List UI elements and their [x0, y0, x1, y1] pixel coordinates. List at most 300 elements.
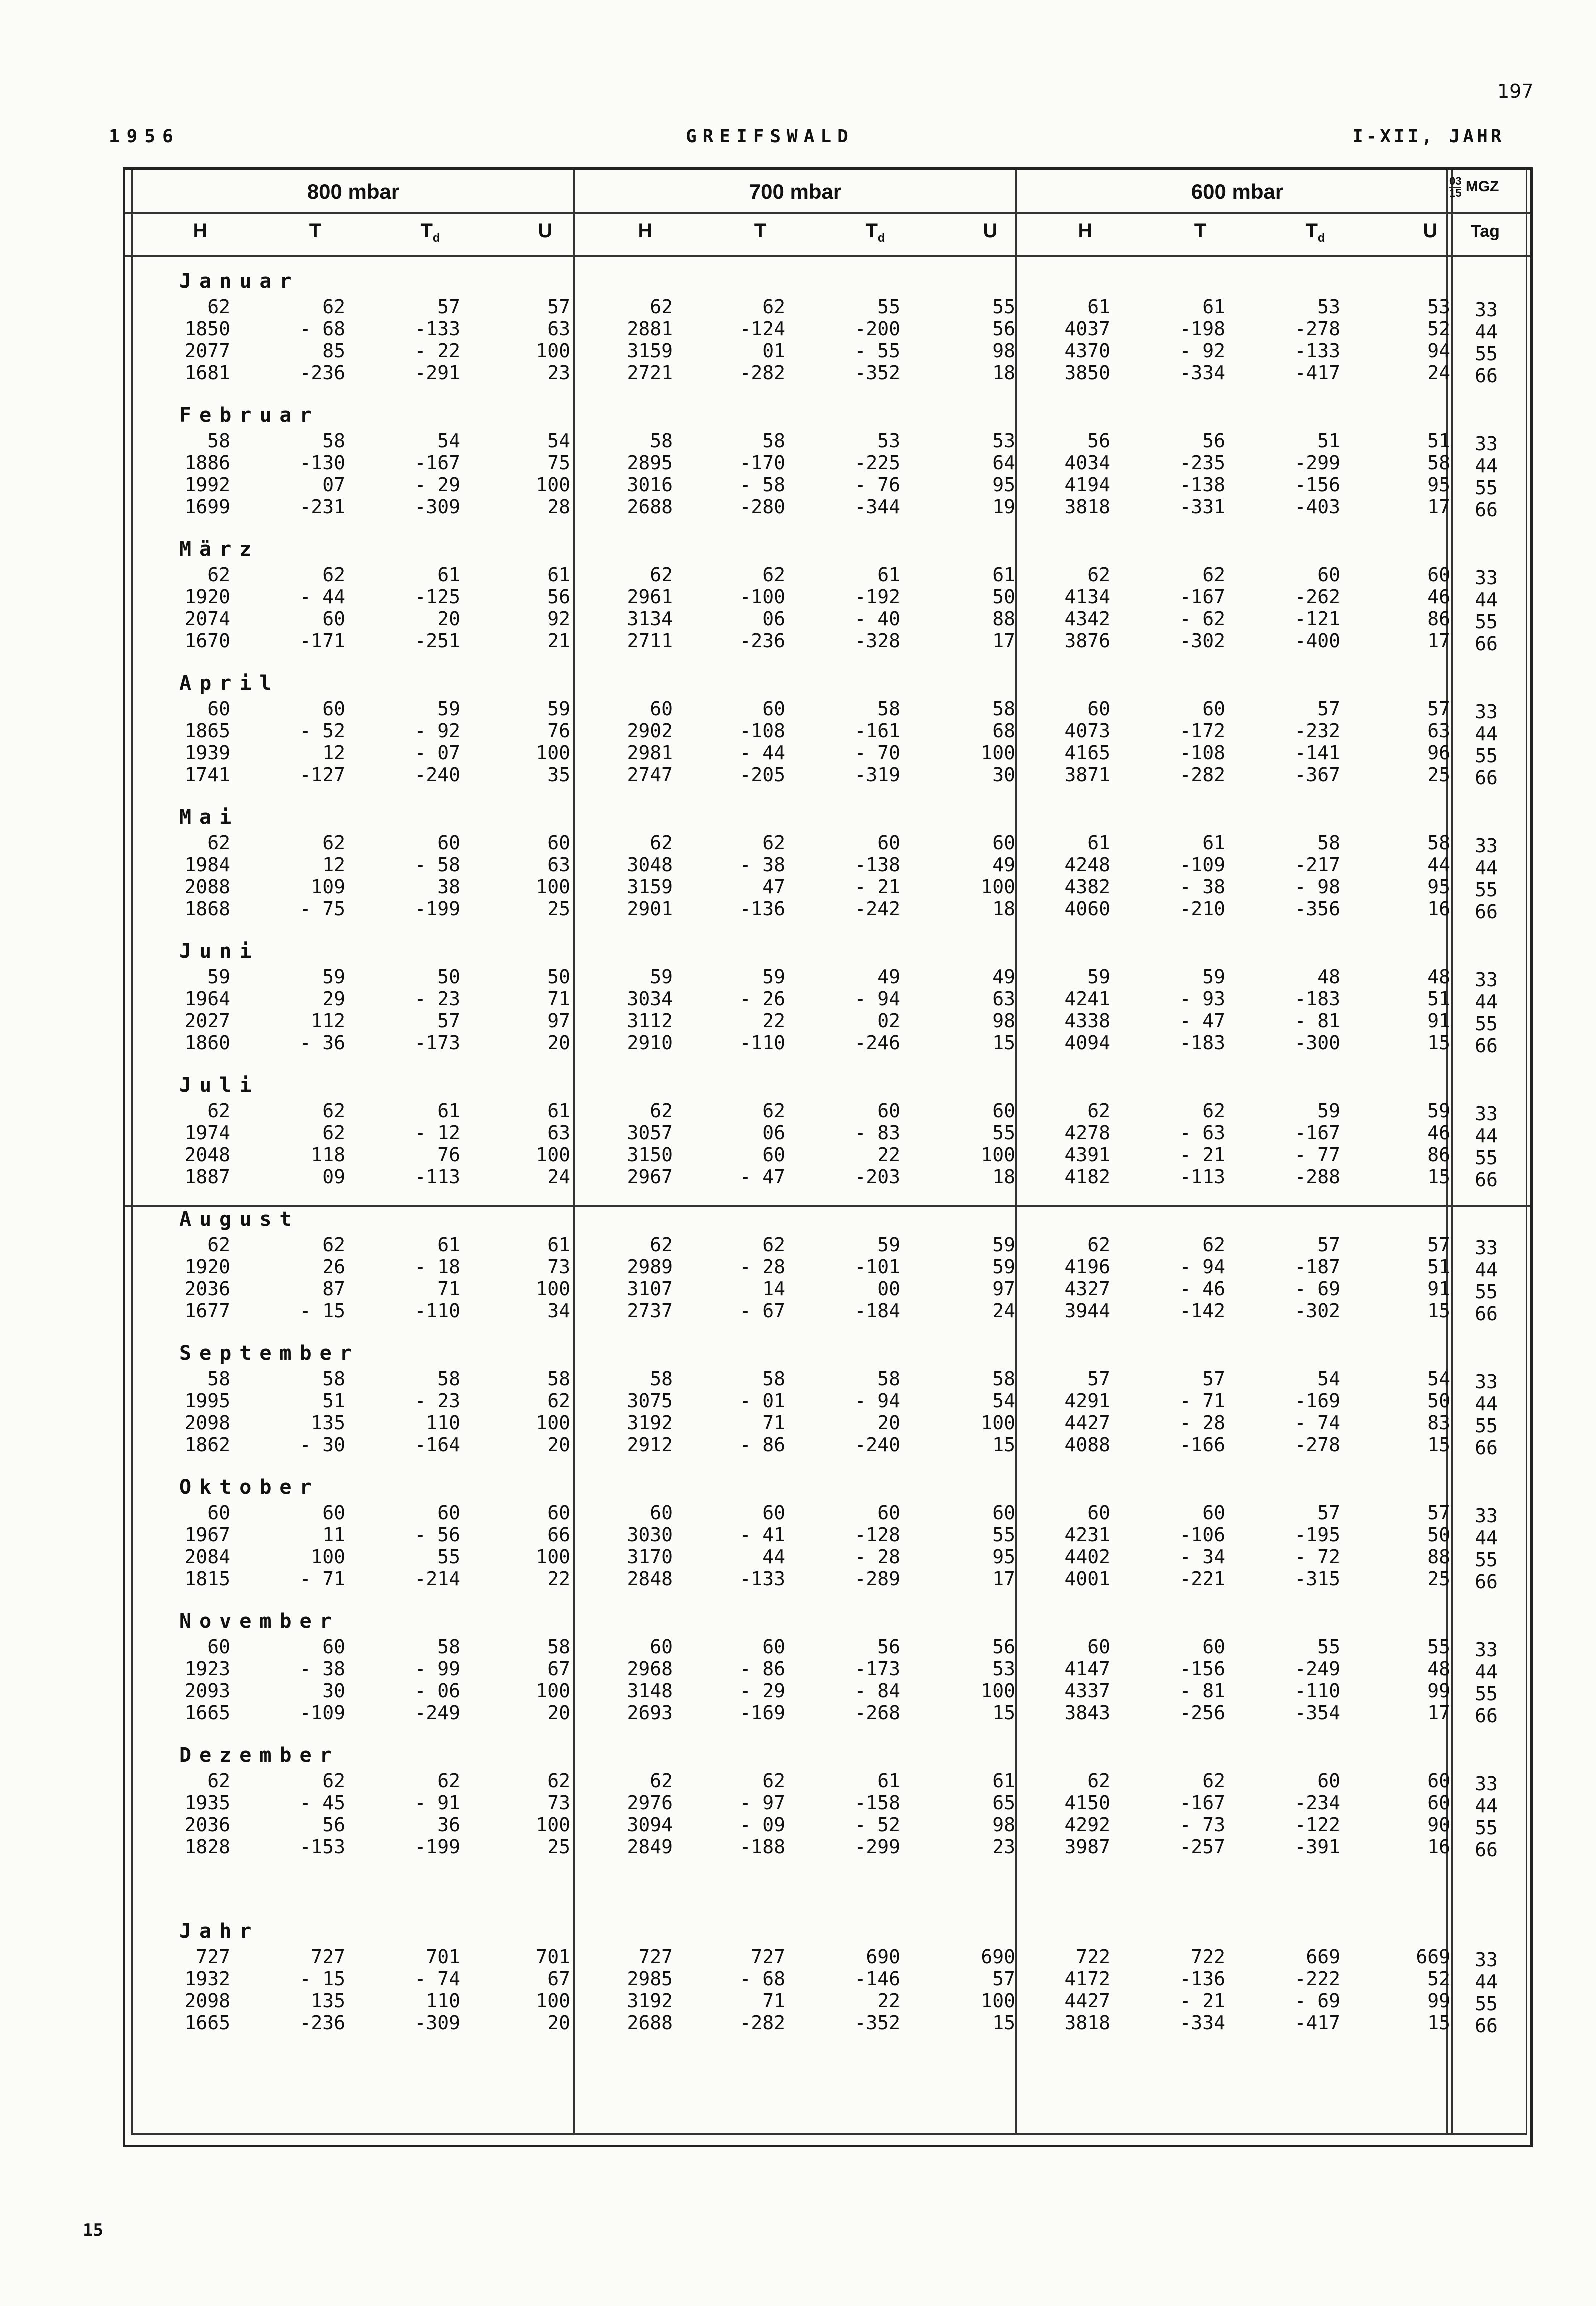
value-cell: 2981	[627, 742, 673, 764]
value-cell: 135	[311, 1990, 346, 2012]
value-cell: 60	[1318, 1770, 1340, 1792]
value-cell: 98	[992, 1010, 1016, 1032]
value-cell: -354	[1294, 1702, 1340, 1724]
value-cell: 54	[438, 430, 460, 452]
col-head-label: U	[983, 220, 998, 242]
value-cell: 60	[1088, 698, 1110, 720]
value-cell: 1939	[184, 742, 230, 764]
value-cell: 25	[548, 898, 570, 920]
tag-cell: 44	[1475, 1527, 1498, 1549]
value-cell: -138	[854, 854, 900, 876]
table-row	[126, 430, 1530, 455]
value-cell: 100	[536, 1990, 570, 2012]
value-cell: 09	[322, 1166, 346, 1188]
value-cell: 26	[322, 1256, 346, 1278]
value-cell: - 26	[740, 988, 786, 1010]
value-cell: 2098	[184, 1412, 230, 1434]
value-cell: - 38	[740, 854, 786, 876]
value-cell: - 94	[854, 988, 900, 1010]
tag-cell: 33	[1475, 969, 1498, 991]
value-cell: - 81	[1294, 1010, 1340, 1032]
value-cell: 15	[1428, 1434, 1450, 1456]
value-cell: 30	[992, 764, 1016, 786]
value-cell: 100	[981, 1412, 1016, 1434]
value-cell: 99	[1428, 1680, 1450, 1702]
value-cell: 55	[992, 1524, 1016, 1546]
value-cell: 24	[1428, 362, 1450, 384]
month-name: Februar	[180, 404, 320, 427]
value-cell: 4165	[1064, 742, 1110, 764]
value-cell: 30	[322, 1680, 346, 1702]
value-cell: 56	[548, 586, 570, 608]
value-cell: -167	[414, 452, 460, 474]
value-cell: -221	[1180, 1568, 1226, 1590]
value-cell: 46	[1428, 586, 1450, 608]
tag-cell: 55	[1475, 1415, 1498, 1437]
tag-cell: 55	[1475, 1993, 1498, 2015]
value-cell: 4427	[1064, 1990, 1110, 2012]
value-cell: 25	[1428, 764, 1450, 786]
value-cell: 2074	[184, 608, 230, 630]
value-cell: -167	[1294, 1122, 1340, 1144]
value-cell: 94	[1428, 340, 1450, 362]
value-cell: 100	[536, 1680, 570, 1702]
value-cell: - 23	[414, 1390, 460, 1412]
value-cell: 100	[536, 474, 570, 496]
value-cell: 3159	[627, 340, 673, 362]
tag-cell: 44	[1475, 321, 1498, 343]
col-head-subscript: d	[432, 231, 440, 245]
value-cell: -173	[854, 1658, 900, 1680]
tag-cell: 66	[1475, 901, 1498, 923]
value-cell: -136	[740, 898, 786, 920]
value-cell: 46	[1428, 1122, 1450, 1144]
tag-column-head: Tag	[1471, 222, 1500, 241]
value-cell: -133	[740, 1568, 786, 1590]
value-cell: 16	[1428, 1836, 1450, 1858]
month-name: Juli	[180, 1074, 260, 1097]
col-head-label: H	[1078, 220, 1093, 242]
value-cell: 1862	[184, 1434, 230, 1456]
value-cell: 62	[322, 564, 346, 586]
value-cell: 1974	[184, 1122, 230, 1144]
table-row	[126, 296, 1530, 321]
tag-cell: 33	[1475, 701, 1498, 723]
value-cell: 61	[878, 1770, 900, 1792]
tag-cell: 44	[1475, 455, 1498, 477]
value-cell: 1887	[184, 1166, 230, 1188]
value-cell: 98	[992, 340, 1016, 362]
value-cell: 4427	[1064, 1412, 1110, 1434]
value-cell: 4291	[1064, 1390, 1110, 1412]
value-cell: 62	[1202, 564, 1226, 586]
tag-cell: 33	[1475, 1237, 1498, 1259]
value-cell: -280	[740, 496, 786, 518]
value-cell: 62	[762, 564, 786, 586]
value-cell: 62	[1088, 1770, 1110, 1792]
value-cell: - 12	[414, 1122, 460, 1144]
value-cell: 63	[1428, 720, 1450, 742]
value-cell: -282	[740, 362, 786, 384]
value-cell: 2084	[184, 1546, 230, 1568]
value-cell: 59	[650, 966, 673, 988]
level-header-rule	[126, 212, 1530, 214]
value-cell: -302	[1180, 630, 1226, 652]
value-cell: 75	[548, 452, 570, 474]
value-cell: 60	[208, 1636, 230, 1658]
value-cell: 62	[208, 1234, 230, 1256]
table-row	[126, 474, 1530, 499]
value-cell: 669	[1416, 1946, 1450, 1968]
table-row	[126, 1032, 1530, 1057]
value-cell: - 67	[740, 1300, 786, 1322]
value-cell: 58	[992, 1368, 1016, 1390]
value-cell: -234	[1294, 1792, 1340, 1814]
table-row	[126, 1792, 1530, 1817]
tag-cell: 66	[1475, 1437, 1498, 1459]
value-cell: 2027	[184, 1010, 230, 1032]
value-cell: 61	[438, 1100, 460, 1122]
value-cell: 3876	[1064, 630, 1110, 652]
value-cell: 50	[548, 966, 570, 988]
value-cell: 53	[992, 1658, 1016, 1680]
value-cell: 110	[426, 1990, 460, 2012]
value-cell: -200	[854, 318, 900, 340]
value-cell: -122	[1294, 1814, 1340, 1836]
table-row	[126, 452, 1530, 477]
value-cell: -236	[300, 362, 346, 384]
value-cell: 60	[322, 1636, 346, 1658]
table-row	[126, 698, 1530, 723]
value-cell: -192	[854, 586, 900, 608]
table-row	[126, 1278, 1530, 1303]
value-cell: -109	[1180, 854, 1226, 876]
value-cell: - 29	[740, 1680, 786, 1702]
tag-cell: 33	[1475, 1949, 1498, 1971]
table-row	[126, 1946, 1530, 1971]
value-cell: - 94	[1180, 1256, 1226, 1278]
value-cell: 35	[548, 764, 570, 786]
value-cell: 4001	[1064, 1568, 1110, 1590]
value-cell: - 06	[414, 1680, 460, 1702]
value-cell: -356	[1294, 898, 1340, 920]
value-cell: 3192	[627, 1412, 673, 1434]
value-cell: -167	[1180, 586, 1226, 608]
value-cell: - 56	[414, 1524, 460, 1546]
tag-cell: 66	[1475, 365, 1498, 387]
value-cell: 60	[548, 832, 570, 854]
tag-cell: 66	[1475, 767, 1498, 789]
table-row	[126, 318, 1530, 343]
footer-mark: 15	[83, 2220, 104, 2240]
value-cell: 71	[762, 1990, 786, 2012]
value-cell: 100	[536, 1412, 570, 1434]
col-head-label: H	[193, 220, 208, 242]
value-cell: 62	[322, 1770, 346, 1792]
value-cell: - 72	[1294, 1546, 1340, 1568]
value-cell: 48	[1428, 1658, 1450, 1680]
tag-cell: 66	[1475, 2015, 1498, 2037]
value-cell: 3150	[627, 1144, 673, 1166]
value-cell: 1850	[184, 318, 230, 340]
value-cell: 60	[878, 832, 900, 854]
value-cell: 59	[438, 698, 460, 720]
value-cell: -299	[854, 1836, 900, 1858]
value-cell: 60	[762, 1636, 786, 1658]
value-cell: 62	[762, 296, 786, 318]
value-cell: 58	[322, 1368, 346, 1390]
value-cell: -246	[854, 1032, 900, 1054]
table-row	[126, 1434, 1530, 1459]
value-cell: 15	[1428, 2012, 1450, 2034]
value-cell: 60	[650, 698, 673, 720]
value-cell: 56	[992, 318, 1016, 340]
value-cell: -278	[1294, 318, 1340, 340]
col-head-label: U	[538, 220, 553, 242]
value-cell: - 28	[854, 1546, 900, 1568]
value-cell: 722	[1191, 1946, 1226, 1968]
value-cell: 62	[650, 564, 673, 586]
value-cell: -169	[740, 1702, 786, 1724]
value-cell: -289	[854, 1568, 900, 1590]
value-cell: 62	[1202, 1770, 1226, 1792]
value-cell: 3159	[627, 876, 673, 898]
value-cell: 100	[981, 1990, 1016, 2012]
table-row	[126, 854, 1530, 879]
value-cell: 61	[992, 564, 1016, 586]
value-cell: 58	[878, 1368, 900, 1390]
tag-cell: 44	[1475, 589, 1498, 611]
value-cell: - 28	[1180, 1412, 1226, 1434]
value-cell: -113	[414, 1166, 460, 1188]
value-cell: 60	[650, 1502, 673, 1524]
value-cell: 14	[762, 1278, 786, 1300]
tag-cell: 55	[1475, 879, 1498, 901]
value-cell: 60	[1202, 1502, 1226, 1524]
value-cell: 95	[1428, 876, 1450, 898]
month-name: November	[180, 1610, 340, 1633]
value-cell: -268	[854, 1702, 900, 1724]
value-cell: -156	[1294, 474, 1340, 496]
value-cell: 100	[981, 742, 1016, 764]
col-head-label: T	[309, 220, 322, 242]
value-cell: -161	[854, 720, 900, 742]
value-cell: 85	[322, 340, 346, 362]
value-cell: 62	[762, 832, 786, 854]
value-cell: 110	[426, 1412, 460, 1434]
col-head-label: T	[1306, 220, 1318, 242]
table-row	[126, 966, 1530, 991]
tag-cell: 33	[1475, 567, 1498, 589]
value-cell: -127	[300, 764, 346, 786]
value-cell: -236	[740, 630, 786, 652]
value-cell: 60	[322, 608, 346, 630]
value-cell: - 44	[300, 586, 346, 608]
mgz-denominator: 15	[1450, 187, 1462, 199]
value-cell: 91	[1428, 1278, 1450, 1300]
value-cell: 66	[548, 1524, 570, 1546]
value-cell: 60	[1202, 1636, 1226, 1658]
value-cell: 62	[208, 296, 230, 318]
value-cell: 44	[762, 1546, 786, 1568]
value-cell: - 74	[1294, 1412, 1340, 1434]
value-cell: 62	[1202, 1234, 1226, 1256]
value-cell: 2985	[627, 1968, 673, 1990]
half-year-rule	[126, 1205, 1530, 1207]
value-cell: 60	[762, 1144, 786, 1166]
col-head-700-3	[960, 220, 1020, 242]
value-cell: -249	[1294, 1658, 1340, 1680]
value-cell: 97	[992, 1278, 1016, 1300]
value-cell: 58	[762, 430, 786, 452]
value-cell: 2901	[627, 898, 673, 920]
value-cell: 60	[878, 1100, 900, 1122]
value-cell: 1920	[184, 586, 230, 608]
value-cell: 2976	[627, 1792, 673, 1814]
value-cell: -240	[414, 764, 460, 786]
value-cell: -198	[1180, 318, 1226, 340]
col-head-800-1	[286, 220, 346, 242]
value-cell: 47	[762, 876, 786, 898]
value-cell: -334	[1180, 362, 1226, 384]
value-cell: -302	[1294, 1300, 1340, 1322]
mgz-fraction	[1450, 176, 1462, 199]
value-cell: 49	[992, 966, 1016, 988]
value-cell: 2849	[627, 1836, 673, 1858]
value-cell: - 34	[1180, 1546, 1226, 1568]
value-cell: 18	[992, 898, 1016, 920]
value-cell: 19	[992, 496, 1016, 518]
value-cell: -210	[1180, 898, 1226, 920]
value-cell: 02	[878, 1010, 900, 1032]
value-cell: -217	[1294, 854, 1340, 876]
value-cell: 1984	[184, 854, 230, 876]
value-cell: 96	[1428, 742, 1450, 764]
value-cell: 55	[992, 296, 1016, 318]
month-name: Oktober	[180, 1476, 320, 1499]
value-cell: 2711	[627, 630, 673, 652]
value-cell: 01	[762, 340, 786, 362]
value-cell: -391	[1294, 1836, 1340, 1858]
header-year: 1956	[109, 126, 180, 147]
value-cell: -110	[414, 1300, 460, 1322]
value-cell: -334	[1180, 2012, 1226, 2034]
value-cell: - 71	[300, 1568, 346, 1590]
value-cell: 22	[548, 1568, 570, 1590]
table-row	[126, 1546, 1530, 1571]
value-cell: 60	[208, 1502, 230, 1524]
table-row	[126, 1166, 1530, 1191]
month-name: September	[180, 1342, 360, 1365]
value-cell: 1665	[184, 1702, 230, 1724]
value-cell: 71	[548, 988, 570, 1010]
value-cell: 2077	[184, 340, 230, 362]
value-cell: 58	[1428, 832, 1450, 854]
page-number: 197	[1498, 80, 1534, 102]
value-cell: - 47	[1180, 1010, 1226, 1032]
value-cell: 53	[878, 430, 900, 452]
table-row	[126, 1390, 1530, 1415]
value-cell: 3170	[627, 1546, 673, 1568]
value-cell: 88	[992, 608, 1016, 630]
value-cell: 51	[1318, 430, 1340, 452]
value-cell: 20	[548, 2012, 570, 2034]
value-cell: 60	[322, 698, 346, 720]
value-cell: 62	[650, 1100, 673, 1122]
value-cell: -101	[854, 1256, 900, 1278]
value-cell: 55	[1428, 1636, 1450, 1658]
value-cell: 1964	[184, 988, 230, 1010]
value-cell: 20	[548, 1702, 570, 1724]
value-cell: 56	[878, 1636, 900, 1658]
table-row	[126, 720, 1530, 745]
value-cell: 59	[878, 1234, 900, 1256]
value-cell: - 38	[300, 1658, 346, 1680]
value-cell: - 99	[414, 1658, 460, 1680]
value-cell: 20	[878, 1412, 900, 1434]
value-cell: 1677	[184, 1300, 230, 1322]
value-cell: 06	[762, 1122, 786, 1144]
table-row	[126, 564, 1530, 589]
value-cell: 76	[438, 1144, 460, 1166]
value-cell: - 86	[740, 1658, 786, 1680]
value-cell: 97	[548, 1010, 570, 1032]
value-cell: - 01	[740, 1390, 786, 1412]
value-cell: 3843	[1064, 1702, 1110, 1724]
value-cell: - 92	[414, 720, 460, 742]
value-cell: - 36	[300, 1032, 346, 1054]
value-cell: -121	[1294, 608, 1340, 630]
value-cell: 4134	[1064, 586, 1110, 608]
value-cell: 65	[992, 1792, 1016, 1814]
value-cell: 118	[311, 1144, 346, 1166]
value-cell: 60	[762, 1502, 786, 1524]
value-cell: 2088	[184, 876, 230, 898]
value-cell: 62	[322, 832, 346, 854]
value-cell: -188	[740, 1836, 786, 1858]
table-row	[126, 988, 1530, 1013]
table-row	[126, 1990, 1530, 2015]
value-cell: 1935	[184, 1792, 230, 1814]
value-cell: 52	[1428, 1968, 1450, 1990]
value-cell: 59	[1318, 1100, 1340, 1122]
value-cell: 73	[548, 1256, 570, 1278]
value-cell: 51	[1428, 1256, 1450, 1278]
value-cell: - 23	[414, 988, 460, 1010]
tag-cell: 33	[1475, 299, 1498, 321]
tag-cell: 55	[1475, 1281, 1498, 1303]
value-cell: 59	[1088, 966, 1110, 988]
col-head-800-3	[516, 220, 576, 242]
value-cell: 690	[866, 1946, 900, 1968]
value-cell: 15	[1428, 1032, 1450, 1054]
value-cell: -113	[1180, 1166, 1226, 1188]
value-cell: -319	[854, 764, 900, 786]
value-cell: 60	[1428, 564, 1450, 586]
value-cell: 63	[548, 318, 570, 340]
value-cell: - 21	[854, 876, 900, 898]
value-cell: 59	[762, 966, 786, 988]
month-name: April	[180, 672, 280, 695]
value-cell: 50	[438, 966, 460, 988]
value-cell: 3075	[627, 1390, 673, 1412]
tag-cell: 33	[1475, 433, 1498, 455]
value-cell: 61	[548, 1234, 570, 1256]
value-cell: 2688	[627, 2012, 673, 2034]
table-row	[126, 2012, 1530, 2037]
value-cell: 21	[548, 630, 570, 652]
table-row	[126, 1568, 1530, 1593]
